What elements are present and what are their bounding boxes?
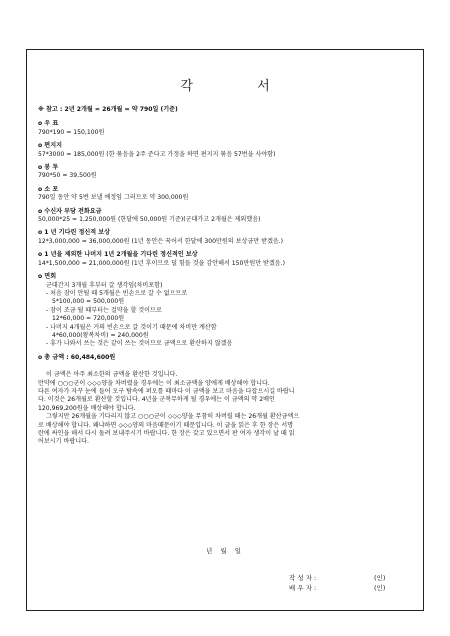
visit-line: - 휴가 나와서 쓰는 것은 같이 쓰는 것이므로 금액으로 환산하지 않겠음 <box>46 340 233 348</box>
section-line: 50,000*25 = 1,250,000원 (한달에 50,000원 기준)(군대가고 2개월은 제외했음) <box>38 216 261 224</box>
section-heading: o 면회 <box>38 273 57 281</box>
paragraph-line: 그렇지만 26개월을 기다리지 않고 ○○○군이 ◇◇◇양을 무참히 차버릴 때는 26개월 환산금액으 <box>46 413 300 421</box>
paragraph-line: 란에 싸인을 해서 다시 돌려 보내주시기 바랍니다. 한 장은 갖고 있으면서 판 여자 생각이 날 때 읽 <box>38 430 295 437</box>
section-heading: o 소 포 <box>38 185 59 193</box>
section-letter-paper <box>38 142 414 159</box>
section-heading: o 편지지 <box>38 142 62 150</box>
section-stamps <box>38 120 414 137</box>
paragraph-line: 다른 여자가 자꾸 눈에 들어 오구 탐속에 퍼오를 때마다 이 금액을 보고 마음을 다잡으시길 바랍니 <box>38 387 295 395</box>
document-content <box>38 106 414 447</box>
section-heading: o 우 표 <box>38 120 59 128</box>
visit-line: - 나머지 4개월은 거의 빈손으로 갈 것이기 때문에 차비만 계산함 <box>46 323 217 331</box>
section-line: 57*3000 = 185,000원 (한 묶음을 2주 준다고 가정을 하면 편지지 묶음 57번을 사야함) <box>38 150 276 158</box>
section-heading: o 수신자 부담 전화요금 <box>38 207 102 215</box>
section-first-year-compensation <box>38 229 414 246</box>
section-heading: o 봉 투 <box>38 164 59 172</box>
visit-line: 4*60,000(왕복차비) = 240,000원 <box>52 331 149 339</box>
visit-line: - 잠이 조금 될 때부터는 걸약을 할 것이므로 <box>46 306 162 314</box>
section-visits <box>38 273 414 349</box>
section-line: 12*3,000,000 = 36,000,000원 (1년 동안은 꾹어서 한달에 300만원의 보상금만 받겠음.) <box>38 237 284 245</box>
closing-paragraph <box>38 371 414 447</box>
visit-line: - 처음 잠이 안될 때 5개월은 빈손으로 갈 수 없으므로 <box>46 289 188 297</box>
paragraph-line: 120,969,200원을 배상해야 합니다. <box>38 404 136 412</box>
pledge-document <box>26 49 424 611</box>
visit-line: 군대간지 3개월 후부터 갈 생각임(차비포함) <box>46 281 163 289</box>
section-parcels <box>38 186 414 203</box>
section-remaining-compensation <box>38 251 414 268</box>
visit-line: 12*60,000 = 720,000원 <box>52 315 125 323</box>
visit-line: 5*100,000 = 500,000원 <box>52 298 125 306</box>
document-title: 각 서 <box>180 79 300 94</box>
section-heading: o 1 년 기다린 정신적 보상 <box>38 229 111 237</box>
section-line: 790*190 = 150,100원 <box>38 128 105 136</box>
seal-mark: (인) <box>374 584 386 592</box>
paragraph-line: 다. 이것은 26개월로 환산할 것입니다. 4년을 군복무하게 될 경우에는 이 금액의 약 2배인 <box>38 396 275 404</box>
section-heading: o 1 년을 제외한 나머지 1년 2개월을 기다린 정신적인 보상 <box>38 251 198 259</box>
author-signature <box>289 573 386 582</box>
section-line: 14*1,500,000 = 21,000,000원 (1년 후이므로 덜 힘들 것을 감안해서 150만원만 받겠음.) <box>38 259 285 267</box>
reference-note: ※ 참고 : 2년 2개월 = 26개월 = 약 790일 (기준) <box>38 106 178 113</box>
paragraph-line: 어보시기 바랍니다. <box>38 438 89 446</box>
total-amount: o 총 금액 : 60,484,600원 <box>38 353 116 361</box>
paragraph-line: 로 배상해야 합니다. 왜냐하면 ◇◇◇양의 마음때문이기 때문입니다. 이 글을 읽은 후 한 장은 서명 <box>38 421 294 429</box>
signer-label: 작 성 자 : <box>289 574 317 582</box>
seal-mark: (인) <box>374 574 386 582</box>
section-envelopes <box>38 164 414 181</box>
date-line: 년 월 일 <box>206 547 244 555</box>
signer-label: 배 우 자 : <box>289 584 317 592</box>
spouse-signature <box>289 583 386 592</box>
paragraph-line: 이 금액은 아주 최소한의 금액을 환산한 것입니다. <box>46 371 178 379</box>
section-line: 790*50 = 39,500원 <box>38 172 97 180</box>
section-phone-charges <box>38 208 414 225</box>
paragraph-line: 만약에 ○○○군이 ◇◇◇양을 차버렸을 경우에는 이 최소금액을 양에게 배상해야 합니다. <box>38 379 270 387</box>
section-line: 790일 동안 약 5번 보낼 예정임 그러므로 약 300,000원 <box>38 194 189 202</box>
